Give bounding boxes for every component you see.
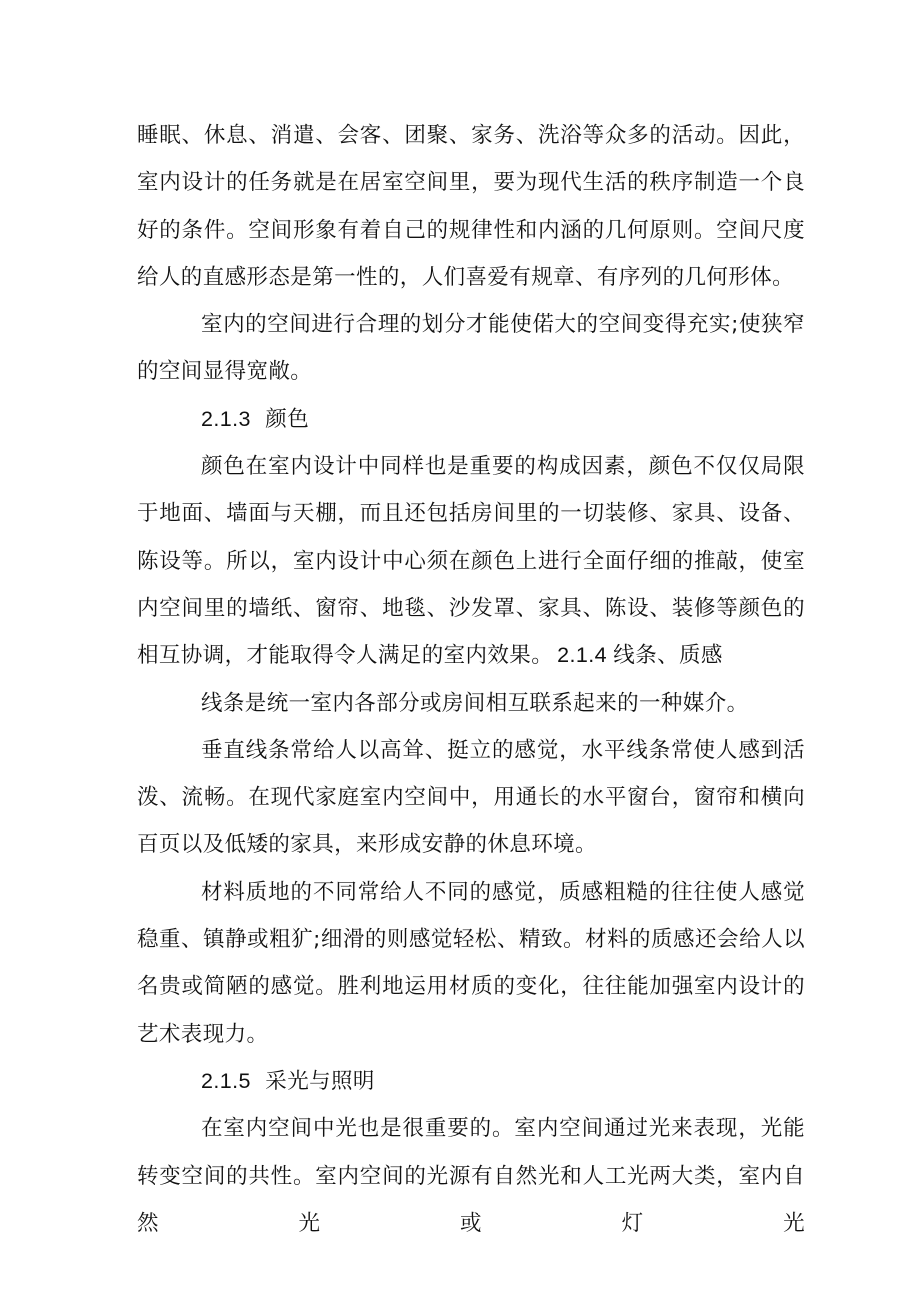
paragraph-space-division: 室内的空间进行合理的划分才能使偌大的空间变得充实;使狭窄的空间显得宽敞。 (137, 312, 805, 385)
section-number: 2.1.5 (201, 1068, 251, 1093)
section-heading-color (137, 396, 805, 443)
paragraph-color (137, 443, 805, 679)
document-body (137, 112, 805, 1247)
paragraph-texture: 材料质地的不同常给人不同的感觉，质感粗糙的往往使人感觉稳重、镇静或粗犷;细滑的则感觉轻松、精致。材料的质感还会给人以名贵或简陋的感觉。胜利地运用材质的变化，往往能加强室内设计的艺术表现力。 (137, 879, 805, 1047)
section-number: 2.1.3 (201, 406, 251, 431)
paragraph-lines-detail: 垂直线条常给人以高耸、挺立的感觉，水平线条常使人感到活泼、流畅。在现代家庭室内空间中，用通长的水平窗台，窗帘和横向百页以及低矮的家具，来形成安静的休息环境。 (137, 737, 805, 858)
paragraph-living-activities: 睡眠、休息、消遣、会客、团聚、家务、洗浴等众多的活动。因此，室内设计的任务就是在居室空间里，要为现代生活的秩序制造一个良好的条件。空间形象有着自己的规律性和内涵的几何原则。空间尺度给人的直感形态是第一性的，人们喜爱有规章、有序列的几何形体。 (137, 123, 805, 290)
section-heading-lighting (137, 1058, 805, 1105)
paragraph-color-text: 颜色在室内设计中同样也是重要的构成因素，颜色不仅仅局限于地面、墙面与天棚，而且还包括房间里的一切装修、家具、设备、陈设等。所以，室内设计中心须在颜色上进行全面仔细的推敲，使室内空间里的墙纸、窗帘、地毯、沙发罩、家具、陈设、装修等颜色的相互协调，才能取得令人满足的室内效果。 (137, 454, 805, 669)
section-heading-lines-texture: 2.1.4 线条、质感 (557, 643, 723, 668)
section-title: 颜色 (265, 406, 310, 432)
paragraph-lighting: 在室内空间中光也是很重要的。室内空间通过光来表现，光能转变空间的共性。室内空间的光源有自然光和人工光两大类，室内自然光或灯光 (137, 1116, 805, 1236)
section-title: 采光与照明 (265, 1068, 375, 1094)
paragraph-lines-intro: 线条是统一室内各部分或房间相互联系起来的一种媒介。 (201, 690, 749, 716)
